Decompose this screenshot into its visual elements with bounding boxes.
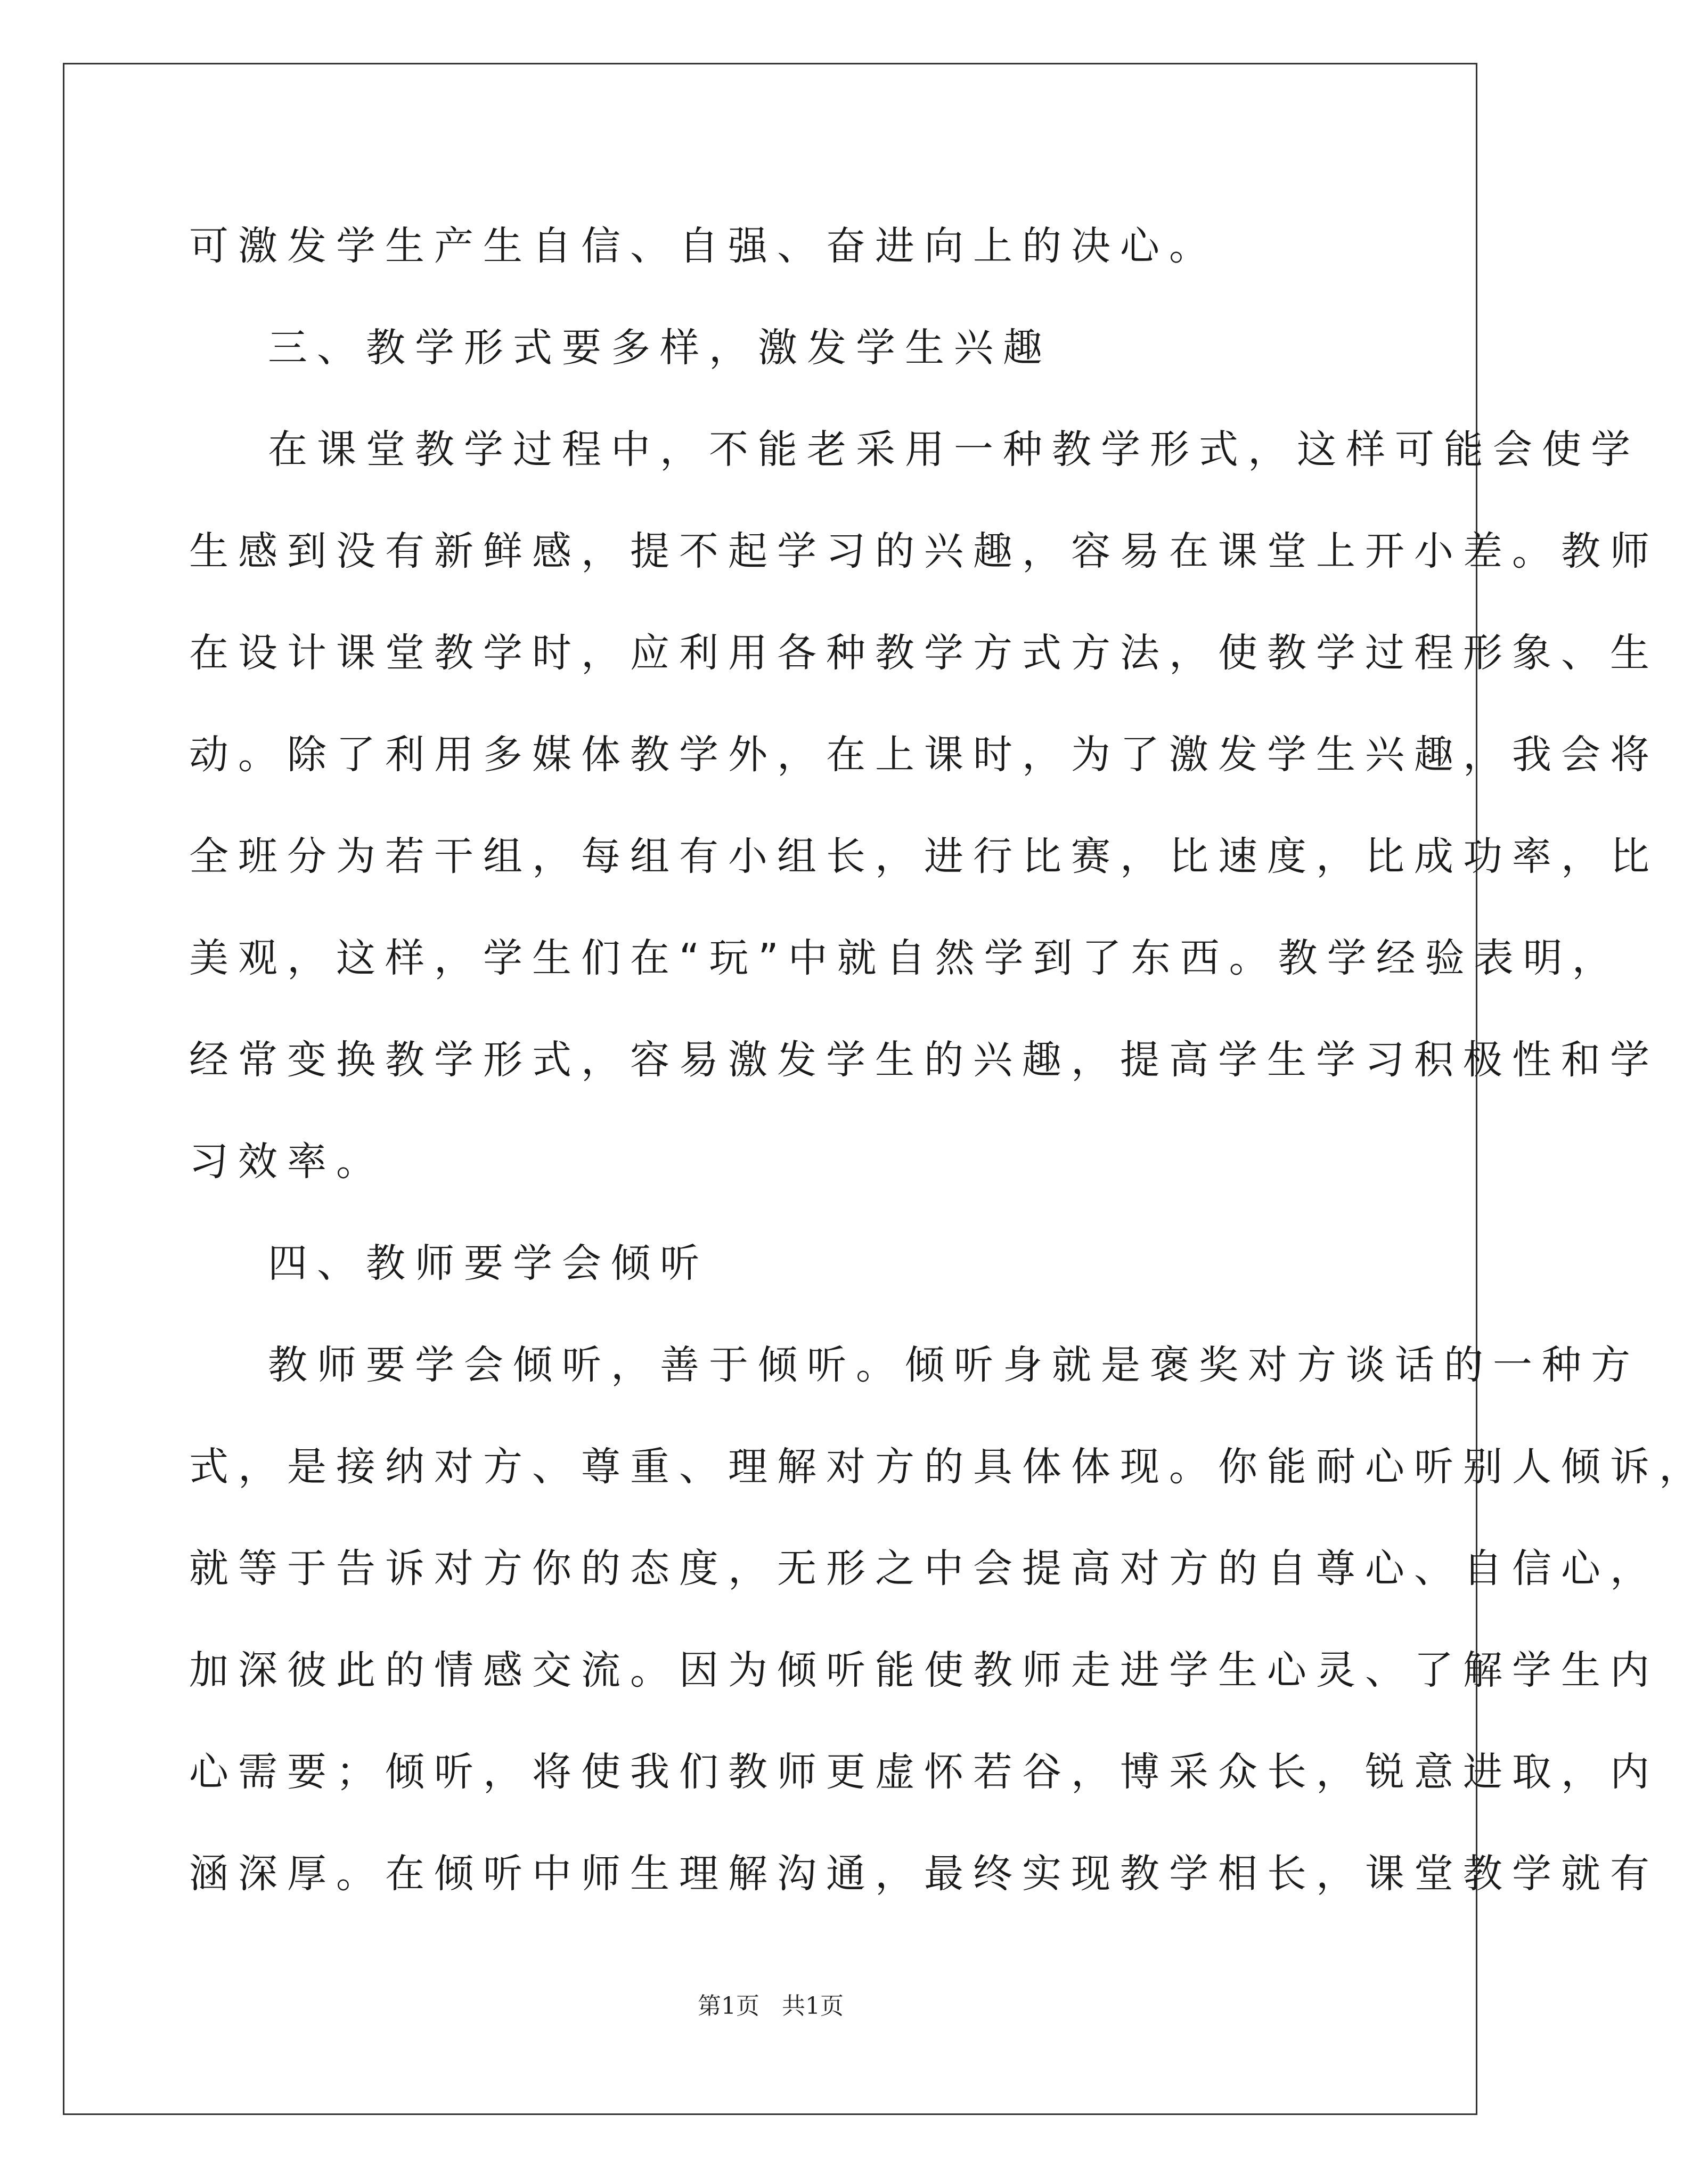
text-line: 可激发学生产生自信、自强、奋进向上的决心。 (189, 223, 1218, 269)
text-line: 动。除了利用多媒体教学外，在上课时，为了激发学生兴趣，我会将 (189, 732, 1659, 778)
text-line: 式，是接纳对方、尊重、理解对方的具体体现。你能耐心听别人倾诉， (189, 1444, 1708, 1490)
text-line: 在设计课堂教学时，应利用各种教学方式方法，使教学过程形象、生 (189, 630, 1659, 676)
text-line: 涵深厚。在倾听中师生理解沟通，最终实现教学相长，课堂教学就有 (189, 1851, 1659, 1897)
text-line: 就等于告诉对方你的态度，无形之中会提高对方的自尊心、自信心， (189, 1546, 1659, 1591)
page-number: 第1页 (698, 1993, 759, 2020)
text-line: 习效率。 (189, 1139, 385, 1185)
text-line: 在课堂教学过程中，不能老采用一种教学形式，这样可能会使学 (268, 427, 1640, 472)
section-heading: 四、教师要学会倾听 (268, 1240, 709, 1286)
text-line: 全班分为若干组，每组有小组长，进行比赛，比速度，比成功率，比 (189, 834, 1659, 879)
text-line: 教师要学会倾听，善于倾听。倾听身就是褒奖对方谈话的一种方 (268, 1342, 1640, 1388)
section-heading: 三、教学形式要多样，激发学生兴趣 (268, 325, 1052, 371)
text-line: 心需要；倾听，将使我们教师更虚怀若谷，博采众长，锐意进取，内 (189, 1749, 1659, 1795)
text-line: 加深彼此的情感交流。因为倾听能使教师走进学生心灵、了解学生内 (189, 1647, 1659, 1693)
document-body (189, 195, 1708, 1925)
text-line: 生感到没有新鲜感，提不起学习的兴趣，容易在课堂上开小差。教师 (189, 528, 1659, 574)
text-line: 经常变换教学形式，容易激发学生的兴趣，提高学生学习积极性和学 (189, 1037, 1659, 1083)
text-line: 美观，这样，学生们在“玩”中就自然学到了东西。教学经验表明， (189, 935, 1621, 981)
page-total: 共1页 (782, 1993, 844, 2020)
page-footer (0, 1987, 1541, 2021)
